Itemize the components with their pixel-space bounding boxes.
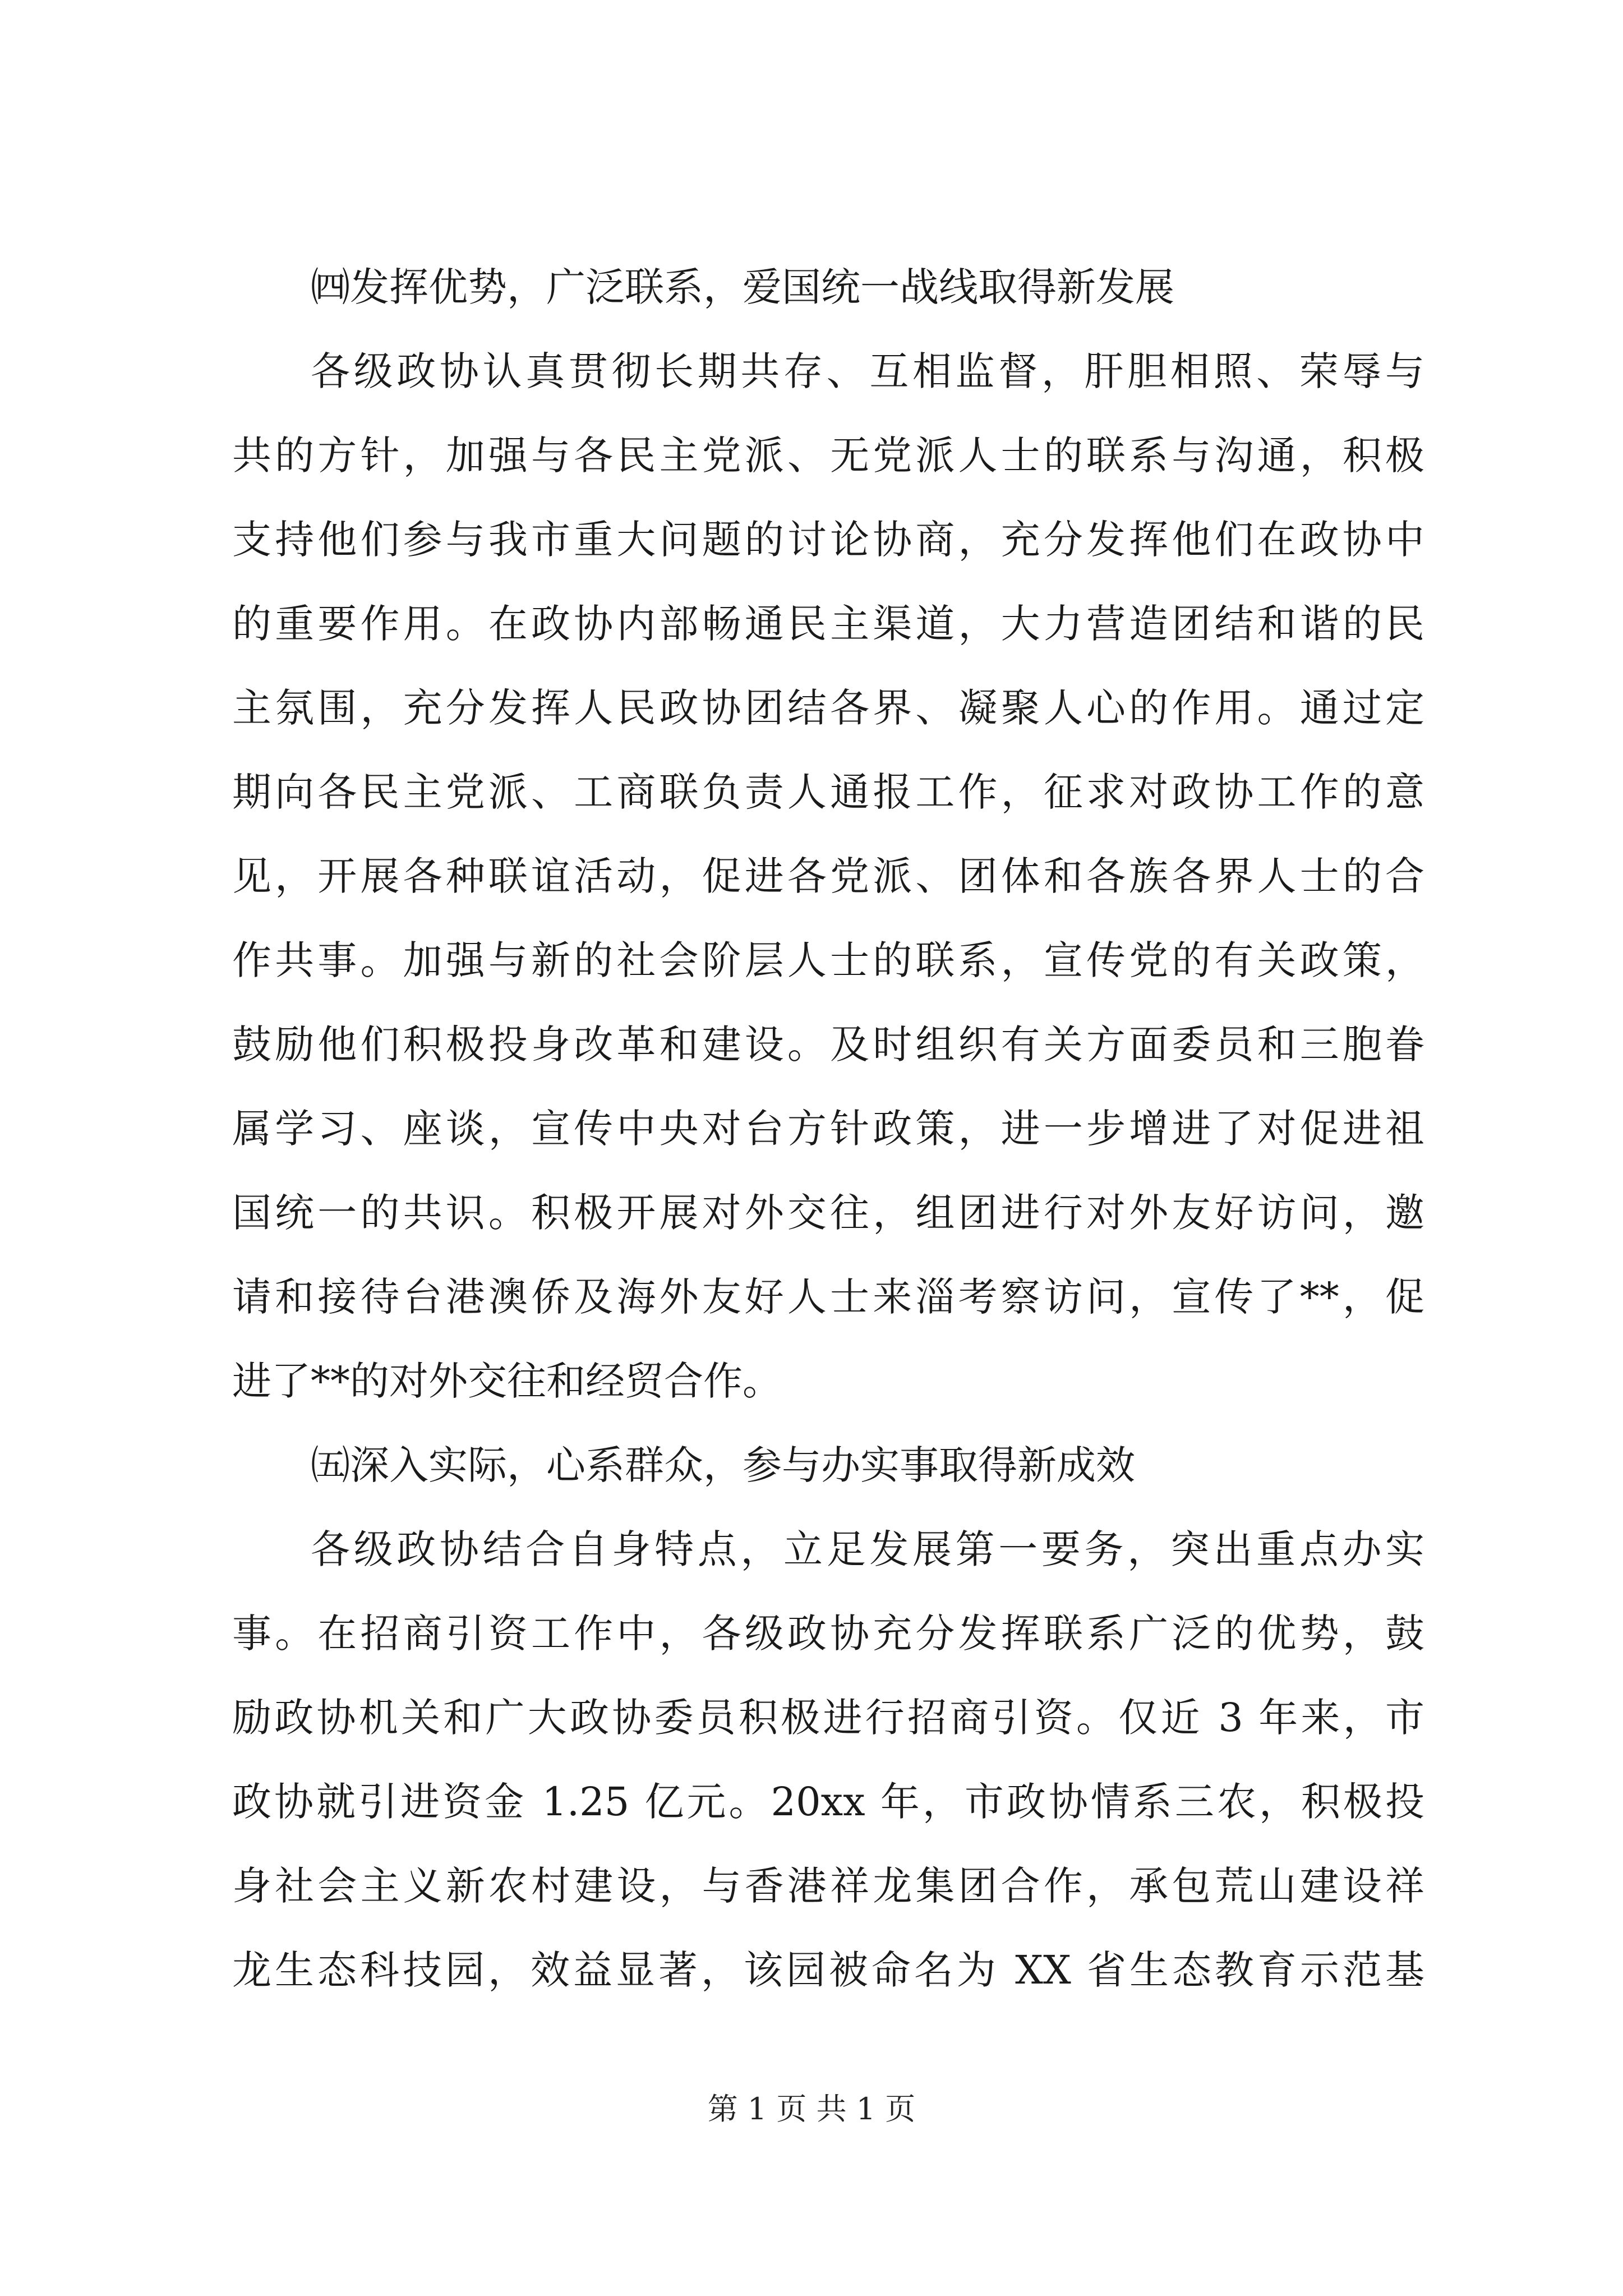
paragraph-line: 各级政协结合自身特点，立足发展第一要务，突出重点办实 — [311, 1526, 1424, 1572]
paragraph-line: 见，开展各种联谊活动，促进各党派、团体和各族各界人士的合 — [232, 853, 1424, 899]
paragraph-line: 请和接待台港澳侨及海外友好人士来淄考察访问，宣传了**，促 — [232, 1274, 1424, 1320]
paragraph-line: 作共事。加强与新的社会阶层人士的联系，宣传党的有关政策， — [232, 937, 1424, 983]
paragraph-line: 事。在招商引资工作中，各级政协充分发挥联系广泛的优势，鼓 — [232, 1611, 1424, 1657]
paragraph-line: 支持他们参与我市重大问题的讨论协商，充分发挥他们在政协中 — [232, 517, 1424, 563]
paragraph-line: 的重要作用。在政协内部畅通民主渠道，大力营造团结和谐的民 — [232, 601, 1424, 647]
section-heading-4: ㈣发挥优势，广泛联系，爱国统一战线取得新发展 — [311, 264, 1174, 310]
paragraph-line: 进了**的对外交往和经贸合作。 — [232, 1358, 782, 1404]
paragraph-line: 身社会主义新农村建设，与香港祥龙集团合作，承包荒山建设祥 — [232, 1863, 1424, 1909]
paragraph-line: 主氛围，充分发挥人民政协团结各界、凝聚人心的作用。通过定 — [232, 685, 1424, 731]
paragraph-line: 属学习、座谈，宣传中央对台方针政策，进一步增进了对促进祖 — [232, 1106, 1424, 1152]
section-heading-5: ㈤深入实际，心系群众，参与办实事取得新成效 — [311, 1442, 1135, 1488]
paragraph-line: 励政协机关和广大政协委员积极进行招商引资。仅近 3 年来，市 — [232, 1695, 1424, 1741]
paragraph-line: 期向各民主党派、工商联负责人通报工作，征求对政协工作的意 — [232, 769, 1424, 815]
paragraph-line: 共的方针，加强与各民主党派、无党派人士的联系与沟通，积极 — [232, 432, 1424, 478]
paragraph-line: 国统一的共识。积极开展对外交往，组团进行对外友好访问，邀 — [232, 1190, 1424, 1236]
paragraph-line: 龙生态科技园，效益显著，该园被命名为 XX 省生态教育示范基 — [232, 1947, 1424, 1993]
page-number-label: 第 1 页 共 1 页 — [707, 2091, 916, 2127]
body-text — [232, 245, 1424, 2012]
paragraph-line: 鼓励他们积极投身改革和建设。及时组织有关方面委员和三胞眷 — [232, 1022, 1424, 1068]
page-footer — [0, 2087, 1623, 2132]
paragraph-line: 政协就引进资金 1.25 亿元。20xx 年，市政协情系三农，积极投 — [232, 1779, 1424, 1825]
paragraph-line: 各级政协认真贯彻长期共存、互相监督，肝胆相照、荣辱与 — [311, 348, 1424, 394]
